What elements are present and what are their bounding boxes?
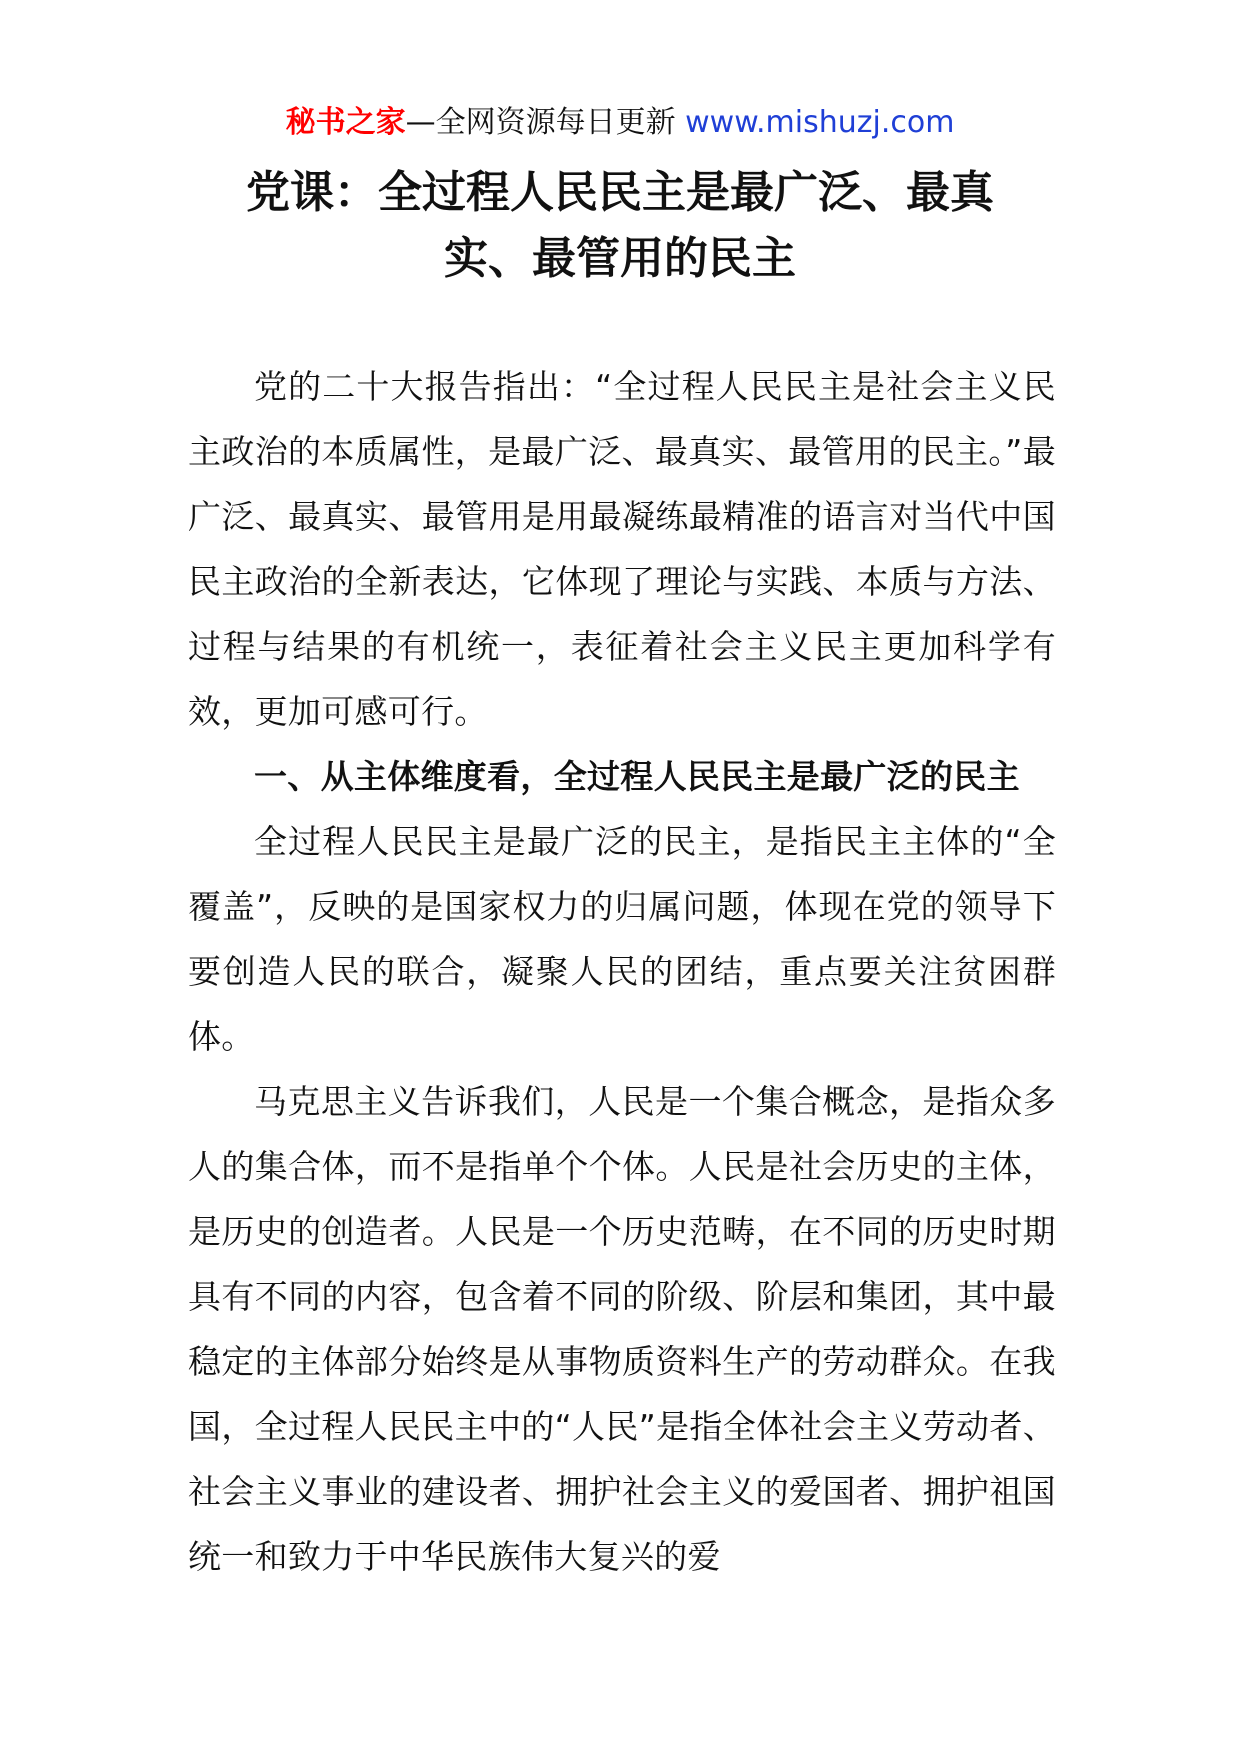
section-heading-1: 一、从主体维度看，全过程人民民主是最广泛的民主 bbox=[254, 757, 1020, 796]
paragraph-2: 全过程人民民主是最广泛的民主，是指民主主体的“全覆盖”，反映的是国家权力的归属问题，体现在党的领导下要创造人民的联合，凝聚人民的团结，重点要关注贫困群体。 bbox=[188, 822, 1056, 1056]
title-line-1: 党课：全过程人民民主是最广泛、最真 bbox=[246, 167, 994, 218]
document-title bbox=[150, 160, 1090, 292]
document-body bbox=[188, 354, 1056, 1589]
page-header bbox=[0, 103, 1240, 143]
header-url-link[interactable]: www.mishuzj.com bbox=[685, 105, 955, 140]
title-line-2: 实、最管用的民主 bbox=[444, 233, 796, 284]
header-slogan: —全网资源每日更新 bbox=[405, 105, 676, 140]
paragraph-3: 马克思主义告诉我们，人民是一个集合概念，是指众多人的集合体，而不是指单个个体。人民是社会历史的主体，是历史的创造者。人民是一个历史范畴，在不同的历史时期具有不同的内容，包含着不同的阶级、阶层和集团，其中最稳定的主体部分始终是从事物质资料生产的劳动群众。在我国，全过程人民民主中的“人民”是指全体社会主义劳动者、社会主义事业的建设者、拥护社会主义的爱国者、拥护祖国统一和致力于中华民族伟大复兴的爱 bbox=[188, 1082, 1056, 1576]
paragraph-1: 党的二十大报告指出：“全过程人民民主是社会主义民主政治的本质属性，是最广泛、最真实、最管用的民主。”最广泛、最真实、最管用是用最凝练最精准的语言对当代中国民主政治的全新表达，它体现了理论与实践、本质与方法、过程与结果的有机统一，表征着社会主义民主更加科学有效，更加可感可行。 bbox=[188, 367, 1056, 731]
header-brand: 秘书之家 bbox=[285, 105, 406, 140]
